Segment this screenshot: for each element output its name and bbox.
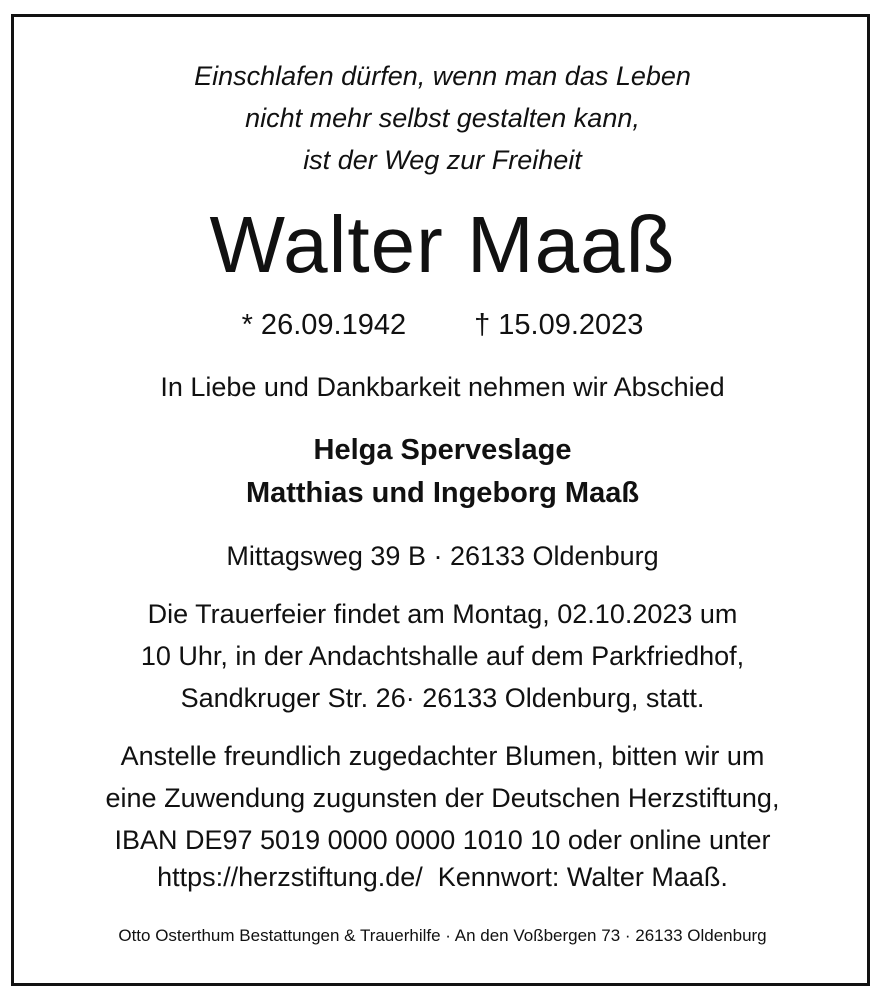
donation-line-1: Anstelle freundlich zugedachter Blumen, bitten wir um <box>120 741 765 771</box>
mourner-1: Helga Sperveslage <box>313 434 572 466</box>
donation-line-3: IBAN DE97 5019 0000 0000 1010 10 oder online unter <box>114 825 771 855</box>
birth-date: * 26.09.1942 <box>241 309 407 341</box>
service-line-3: Sandkruger Str. 26· 26133 Oldenburg, statt. <box>180 683 705 713</box>
death-date: † 15.09.2023 <box>474 309 644 341</box>
funeral-home-footer: Otto Osterthum Bestattungen & Trauerhilfe · An den Voßbergen 73 · 26133 Oldenburg <box>118 926 767 945</box>
life-dates <box>0 306 885 344</box>
motto-line-1: Einschlafen dürfen, wenn man das Leben <box>194 61 691 91</box>
farewell-text: In Liebe und Dankbarkeit nehmen wir Abschied <box>160 372 725 402</box>
donation-line-2: eine Zuwendung zugunsten der Deutschen Herzstiftung, <box>105 783 780 813</box>
motto-line-2: nicht mehr selbst gestalten kann, <box>245 103 640 133</box>
donation-line-4: https://herzstiftung.de/ Kennwort: Walter Maaß. <box>157 862 728 892</box>
motto-line-3: ist der Weg zur Freiheit <box>303 145 582 175</box>
service-line-1: Die Trauerfeier findet am Montag, 02.10.2023 um <box>147 599 738 629</box>
service-line-2: 10 Uhr, in der Andachtshalle auf dem Parkfriedhof, <box>140 641 745 671</box>
family-address: Mittagsweg 39 B · 26133 Oldenburg <box>226 541 659 571</box>
mourner-2: Matthias und Ingeborg Maaß <box>245 477 640 509</box>
deceased-name: Walter Maaß <box>209 200 676 289</box>
